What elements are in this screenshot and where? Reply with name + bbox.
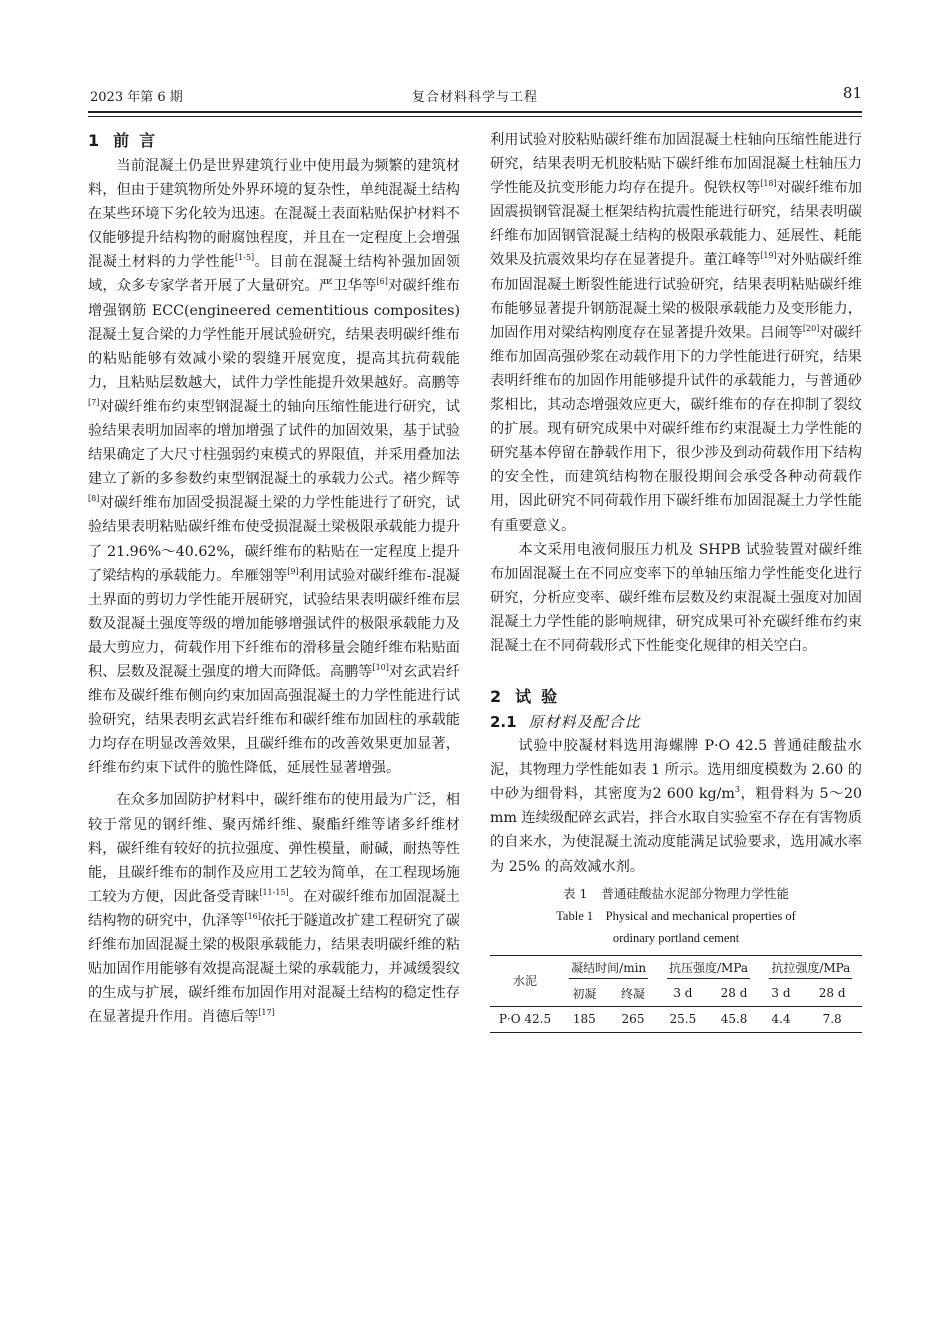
materials-paragraph — [490, 734, 862, 879]
text-run: 对碳纤维布增强钢筋 ECC(engineered cementitious composites)混凝土复合梁的力学性能开展试验研究，结果表明碳纤维布的粘贴能够有效减小梁的裂缝开展宽度，提高其抗荷载能力，且粘贴层数越大，试件力学性能提升效果越好。高鹏等 — [88, 278, 460, 391]
page-number: 81 — [842, 84, 862, 102]
citation[interactable]: [8] — [88, 494, 100, 504]
text-run: 依托于隧道改扩建工程研究了碳纤维布加固混凝土梁的极限承载能力，结果表明碳纤维的粘贴加固作用能够有效提高混凝土梁的承载能力，并减缓裂纹的生成与扩展，碳纤维布加固作用对混凝土结构的稳定性存在显著提升作用。肖德后等 — [88, 912, 460, 1026]
table-1-title-cn: 普通硅酸盐水泥部分物理力学性能 — [601, 885, 789, 901]
subsection-2-1-number: 2.1 — [490, 713, 517, 732]
column-header-tens-3d: 3 d — [771, 986, 791, 1001]
text-run: 当前混凝土仍是世界建筑行业中使用最为频繁的建筑材料，但由于建筑物所处外界环境的复杂性，单纯混凝土结构在某些环境下劣化较为迅速。在混凝土表面粘贴保护材料不仅能够提升结构物的耐腐蚀程度，并且在一定程度上会增强混凝土材料的力学性能 — [88, 158, 460, 271]
citation[interactable]: [9] — [287, 566, 299, 576]
citation[interactable]: [1-5] — [235, 253, 255, 263]
table-row — [490, 1006, 862, 1032]
citation[interactable]: [11-15] — [259, 887, 289, 897]
text-run: 。在对碳纤维布加固混凝土结构物的研究中，仇泽等 — [88, 888, 460, 929]
text-run: 对碳纤维布加固受损混凝土梁的力学性能进行了研究，试验结果表明粘贴碳纤维布使受损混凝土梁极限承载能力提升了 21.96%～40.62%，碳纤维布的粘贴在一定程度上提升了梁结构的承载能力。牟雁翎等 — [88, 495, 460, 584]
group-label: 抗拉强度/MPa — [769, 958, 852, 979]
subsection-2-1-heading — [490, 710, 862, 734]
table-1-label: 表 1 — [563, 885, 588, 901]
section-2-heading — [490, 684, 862, 710]
column-header-comp-28d: 28 d — [720, 986, 748, 1001]
citation[interactable]: [16] — [244, 911, 261, 921]
group-label: 凝结时间/min — [569, 958, 648, 979]
text-run: 利用试验对胶粘贴碳纤维布加固混凝土柱轴向压缩性能进行研究，结果表明无机胶粘贴下碳纤维布加固混凝土柱轴压力学性能及抗变形能力均存在提升。倪铁权等 — [490, 132, 862, 197]
citation[interactable]: [19] — [760, 251, 777, 261]
cell-comp-28d: 45.8 — [708, 1006, 759, 1032]
text-run: 利用试验对碳纤维布-混凝土界面的剪切力学性能开展研究，试验结果表明碳纤维布层数及混凝土强度等级的增加能够增强试件的极限承载能力及最大剪应力，荷载作用下纤维布的滑移量会随纤维布粘贴面积、层数及混凝土强度的增大而降低。高鹏等 — [88, 567, 460, 680]
column-group-setting-time — [560, 955, 657, 981]
left-column — [88, 128, 460, 1029]
right-column — [490, 128, 862, 1033]
text-run: 对碳纤维布加固高强砂浆在动载作用下的力学性能进行研究，结果表明纤维布的加固作用能够提升试件的承载能力，与普通砂浆相比，其动态增强效应更大，碳纤维布的存在抑制了裂纹的扩展。现有研究成果中对碳纤维布约束混凝土力学性能的研究基本停留在静载作用下，很少涉及到动荷载作用下结构的安全性，而建筑结构物在服役期间会承受各种动荷载作用，因此研究不同荷载作用下碳纤维布加固混凝土力学性能有重要意义。 — [490, 324, 862, 534]
column-header-initial: 初凝 — [572, 986, 597, 1001]
citation[interactable]: [10] — [372, 662, 389, 672]
column-header-cement: 水泥 — [490, 955, 560, 1006]
header-rule-thin — [88, 116, 862, 117]
text-run: 试验中胶凝材料选用海螺牌 P·O 42.5 普通硅酸盐水泥，其物理力学性能如表 1 所示。选用细度模数为 2.60 的中砂为细骨料，其密度为2 600 kg/m — [490, 738, 862, 803]
subsection-2-1-title: 原材料及配合比 — [528, 713, 641, 732]
citation[interactable]: [7] — [88, 397, 100, 407]
section-2-number: 2 — [490, 687, 502, 707]
journal-issue: 2023 年第 6 期 — [90, 90, 183, 105]
cell-comp-3d: 25.5 — [657, 1006, 708, 1032]
table-1-caption-cn — [490, 883, 862, 905]
intro-paragraph-3: 本文采用电液伺服压力机及 SHPB 试验装置对碳纤维布加固混凝土在不同应变率下的单轴压缩力学性能变化进行研究，分析应变率、碳纤维布层数及约束混凝土强度对加固混凝土力学性能的影响规律，研究成果可补充碳纤维布约束混凝土在不同荷载形式下性能变化规律的相关空白。 — [490, 541, 862, 654]
text-run: 。目前在混凝土结构补强加固领域，众多专家学者开展了大量研究。严卫华等 — [88, 254, 460, 295]
superscript: 3 — [734, 785, 740, 795]
citation[interactable]: [20] — [802, 323, 820, 333]
column-header-comp-3d: 3 d — [673, 986, 693, 1001]
section-2-title: 试验 — [515, 687, 568, 707]
text-run: 对外贴碳纤维布加固混凝土断裂性能进行试验研究，结果表明粘贴碳纤维布能够显著提升钢筋混凝土梁的极限承载能力及变形能力，加固作用对梁结构刚度存在显著提升效果。吕闹等 — [490, 252, 862, 341]
table-1-caption-en-line-1: Table 1 Physical and mechanical properties of — [556, 908, 796, 923]
column-group-tensile — [760, 955, 862, 981]
cell-tens-28d: 7.8 — [802, 1006, 862, 1032]
cement-properties-table — [490, 955, 862, 1033]
intro-paragraph-1 — [88, 154, 460, 780]
journal-title: 复合材料科学与工程 — [411, 90, 538, 105]
text-run: 对碳纤维布加固震损钢管混凝土框架结构抗震性能进行研究，结果表明碳纤维布加固钢管混凝土结构的极限承载能力、延展性、耗能效果及抗震效果均存在显著提升。董江峰等 — [490, 180, 862, 269]
group-label: 抗压强度/MPa — [667, 958, 750, 979]
column-header-tens-28d: 28 d — [818, 986, 846, 1001]
cell-cement: P·O 42.5 — [490, 1006, 560, 1032]
citation[interactable]: [6] — [376, 277, 388, 287]
table-1-caption-en-line-2: ordinary portland cement — [612, 930, 740, 945]
citation[interactable]: [18] — [760, 179, 777, 189]
column-group-compressive — [657, 955, 759, 981]
header-rule-thick — [88, 111, 862, 113]
section-1-number: 1 — [88, 131, 100, 150]
citation[interactable]: [17] — [258, 1008, 275, 1018]
text-run: 对碳纤维布约束型钢混凝土的轴向压缩性能进行研究，试验结果表明加固率的增加增强了试件的加固效果，基于试验结果确定了大尺寸柱强弱约束模式的界限值，并采用叠加法建立了新的多参数约束型钢混凝土的承载力公式。褚少辉等 — [88, 398, 460, 488]
text-run: ，粗骨料为 5～20 mm 连续级配碎玄武岩，拌合水取自实验室不存在有害物质的自来水，为使混凝土流动度能满足试验要求，选用减水率为 25% 的高效减水剂。 — [490, 786, 863, 875]
column-header-final: 终凝 — [621, 986, 646, 1001]
text-run: 对玄武岩纤维布及碳纤维布侧向约束加固高强混凝土的力学性能进行试验研究，结果表明玄武岩纤维布和碳纤维布加固柱的承载能力均存在明显改善效果，且碳纤维布的改善效果更加显著，纤维布约束下试件的脆性降低，延展性显著增强。 — [88, 663, 460, 777]
cell-tens-3d: 4.4 — [760, 1006, 803, 1032]
text-run: 在众多加固防护材料中，碳纤维布的使用最为广泛，相较于常见的钢纤维、聚丙烯纤维、聚酯纤维等诸多纤维材料，碳纤维有较好的抗拉强度、弹性模量，耐碱，耐热等性能，且碳纤维布的制作及应用工艺较为简单，在工程现场施工较为方便，因此备受青睐 — [88, 792, 460, 905]
cell-initial: 185 — [560, 1006, 609, 1032]
section-1-title: 前言 — [113, 131, 166, 150]
intro-paragraph-2 — [88, 788, 460, 1029]
intro-paragraph-2-continued — [490, 128, 862, 538]
section-1-heading — [88, 128, 460, 154]
cell-final: 265 — [609, 1006, 658, 1032]
